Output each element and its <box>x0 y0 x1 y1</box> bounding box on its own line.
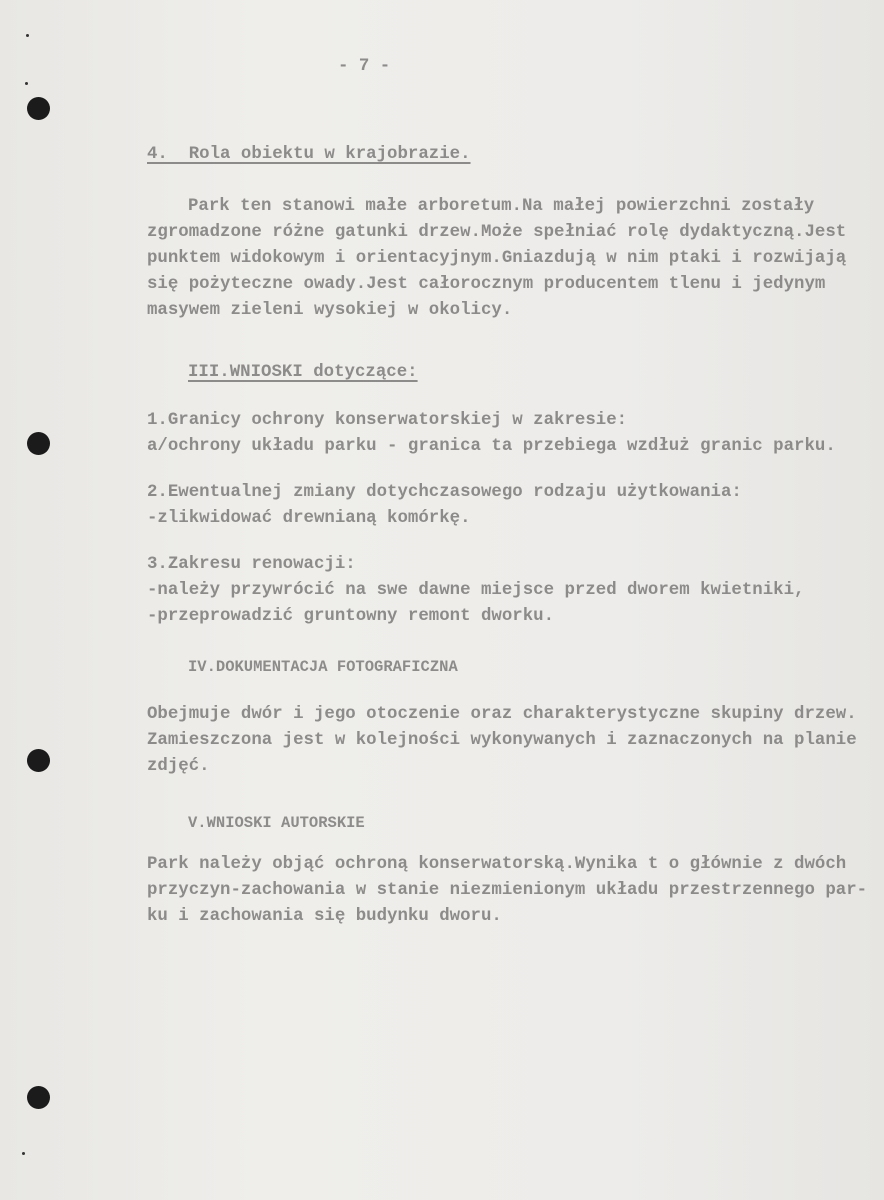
list-item-line: 2.Ewentualnej zmiany dotychczasowego rodzaju użytkowania: <box>147 483 742 502</box>
list-item-line: 3.Zakresu renowacji: <box>147 555 356 574</box>
speck <box>25 82 28 85</box>
paragraph-line: przyczyn-zachowania w stanie niezmienionym układu przestrzennego par- <box>147 881 868 900</box>
list-item-line: a/ochrony układu parku - granica ta przebiega wzdłuż granic parku. <box>147 437 836 456</box>
paragraph-line: zdjęć. <box>147 757 210 776</box>
list-item-line: 1.Granicy ochrony konserwatorskiej w zakresie: <box>147 411 628 430</box>
binder-hole <box>27 1086 50 1109</box>
page-number: - 7 - <box>338 57 391 76</box>
paragraph-line: Park należy objąć ochroną konserwatorską.Wynika t o głównie z dwóch <box>147 855 847 874</box>
paragraph-line: zgromadzone różne gatunki drzew.Może spełniać rolę dydaktyczną.Jest <box>147 223 847 242</box>
section-heading: 4. Rola obiektu w krajobrazie. <box>147 145 471 164</box>
paragraph-line: punktem widokowym i orientacyjnym.Gniazdują w nim ptaki i rozwijają <box>147 249 847 268</box>
speck <box>26 34 29 37</box>
section-heading: III.WNIOSKI dotyczące: <box>188 363 418 382</box>
paragraph-line: Zamieszczona jest w kolejności wykonywanych i zaznaczonych na planie <box>147 731 857 750</box>
binder-hole <box>27 749 50 772</box>
paragraph-line: Park ten stanowi małe arboretum.Na małej powierzchni zostały <box>188 197 815 216</box>
paragraph-line: Obejmuje dwór i jego otoczenie oraz charakterystyczne skupiny drzew. <box>147 705 857 724</box>
section-heading: IV.DOKUMENTACJA FOTOGRAFICZNA <box>188 658 458 676</box>
binder-hole <box>27 97 50 120</box>
binder-hole <box>27 432 50 455</box>
section-heading: V.WNIOSKI AUTORSKIE <box>188 814 365 832</box>
paragraph-line: ku i zachowania się budynku dworu. <box>147 907 502 926</box>
list-item-line: -przeprowadzić gruntowny remont dworku. <box>147 607 555 626</box>
speck <box>22 1152 25 1155</box>
list-item-line: -należy przywrócić na swe dawne miejsce przed dworem kwietniki, <box>147 581 805 600</box>
paragraph-line: się pożyteczne owady.Jest całorocznym producentem tlenu i jedynym <box>147 275 826 294</box>
list-item-line: -zlikwidować drewnianą komórkę. <box>147 509 471 528</box>
paragraph-line: masywem zieleni wysokiej w okolicy. <box>147 301 513 320</box>
